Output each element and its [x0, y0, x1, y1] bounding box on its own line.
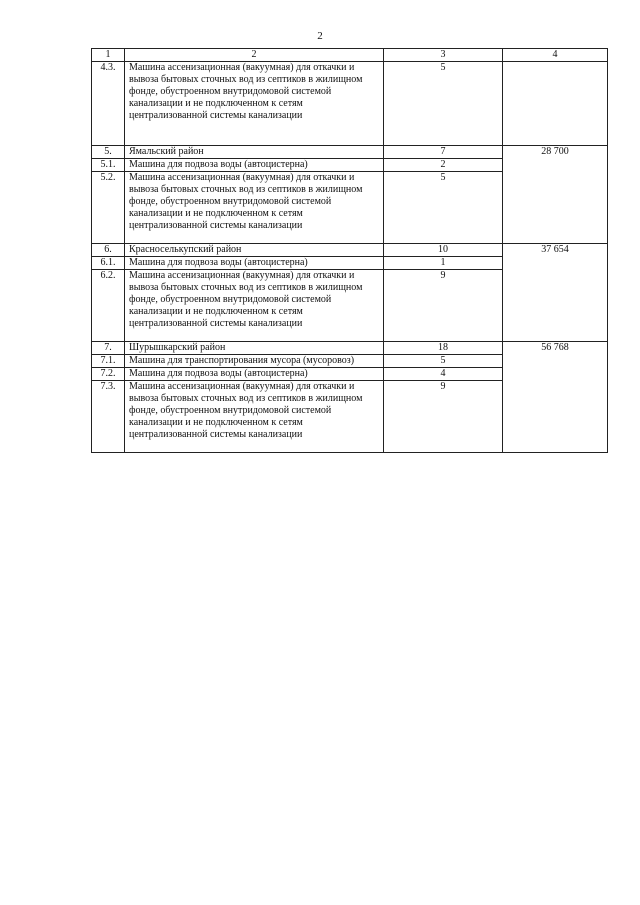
row-total: 28 700	[503, 146, 608, 244]
row-quantity: 9	[384, 270, 503, 342]
row-name: Машина ассенизационная (вакуумная) для откачки и вывоза бытовых сточных вод из септиков в жилищном фонде, обустроенном внутридомовой системой канализации и не подключенном к сетям централизованной системы канализации	[125, 270, 384, 342]
row-quantity: 5	[384, 172, 503, 244]
row-number: 5.1.	[92, 159, 125, 172]
row-name: Красноселькупский район	[125, 244, 384, 257]
header-cell: 2	[125, 49, 384, 62]
header-cell: 1	[92, 49, 125, 62]
row-number: 6.2.	[92, 270, 125, 342]
row-name: Шурышкарский район	[125, 342, 384, 355]
row-quantity: 2	[384, 159, 503, 172]
row-name: Машина для подвоза воды (автоцистерна)	[125, 159, 384, 172]
row-number: 5.	[92, 146, 125, 159]
row-name: Машина для подвоза воды (автоцистерна)	[125, 368, 384, 381]
row-total	[503, 62, 608, 146]
row-quantity: 10	[384, 244, 503, 257]
header-cell: 4	[503, 49, 608, 62]
row-name: Ямальский район	[125, 146, 384, 159]
table-row	[92, 62, 608, 146]
row-number: 7.	[92, 342, 125, 355]
table-row	[92, 244, 608, 257]
row-quantity: 18	[384, 342, 503, 355]
row-number: 6.1.	[92, 257, 125, 270]
row-number: 7.2.	[92, 368, 125, 381]
row-total: 37 654	[503, 244, 608, 342]
row-quantity: 1	[384, 257, 503, 270]
row-quantity: 5	[384, 62, 503, 146]
row-number: 7.3.	[92, 381, 125, 453]
row-total: 56 768	[503, 342, 608, 453]
table-row	[92, 146, 608, 159]
table-header-row	[92, 49, 608, 62]
row-quantity: 9	[384, 381, 503, 453]
row-number: 4.3.	[92, 62, 125, 146]
row-name: Машина ассенизационная (вакуумная) для откачки и вывоза бытовых сточных вод из септиков в жилищном фонде, обустроенном внутридомовой системой канализации и не подключенном к сетям централизованной системы канализации	[125, 172, 384, 244]
table-row	[92, 342, 608, 355]
row-name: Машина для подвоза воды (автоцистерна)	[125, 257, 384, 270]
row-number: 7.1.	[92, 355, 125, 368]
page-number: 2	[317, 30, 323, 42]
row-quantity: 5	[384, 355, 503, 368]
vehicle-table	[91, 48, 608, 453]
row-name: Машина ассенизационная (вакуумная) для откачки и вывоза бытовых сточных вод из септиков в жилищном фонде, обустроенном внутридомовой системой канализации и не подключенном к сетям централизованной системы канализации	[125, 62, 384, 146]
row-name: Машина для транспортирования мусора (мусоровоз)	[125, 355, 384, 368]
row-quantity: 7	[384, 146, 503, 159]
row-quantity: 4	[384, 368, 503, 381]
row-number: 6.	[92, 244, 125, 257]
row-name: Машина ассенизационная (вакуумная) для откачки и вывоза бытовых сточных вод из септиков в жилищном фонде, обустроенном внутридомовой системой канализации и не подключенном к сетям централизованной системы канализации	[125, 381, 384, 453]
row-number: 5.2.	[92, 172, 125, 244]
header-cell: 3	[384, 49, 503, 62]
